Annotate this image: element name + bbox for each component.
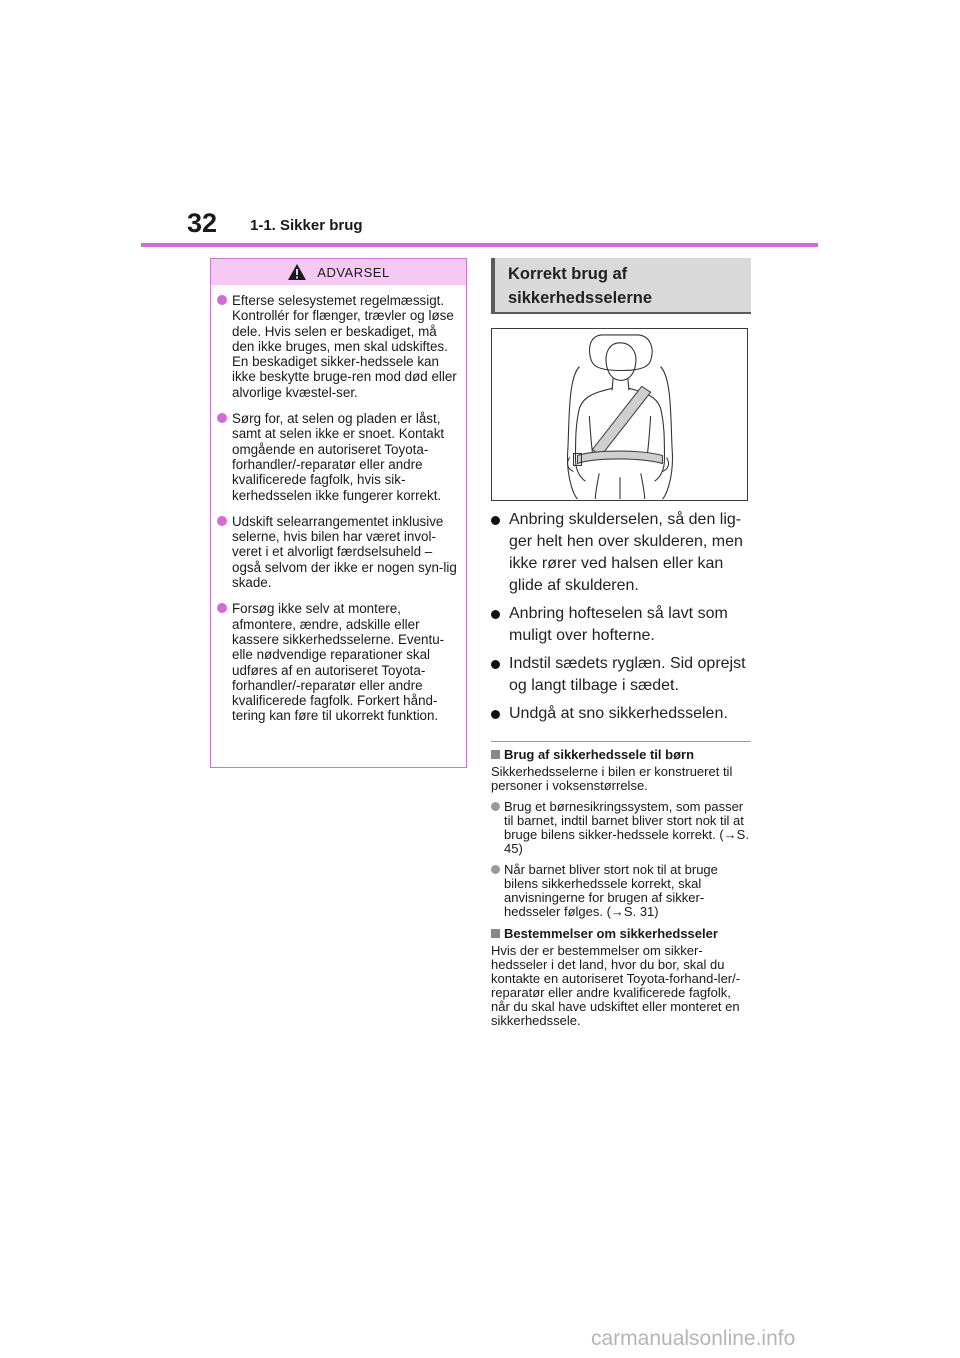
watermark[interactable]: carmanualsonline.info [591, 1327, 796, 1350]
bullet-icon [491, 660, 500, 669]
bullet-icon [217, 516, 227, 526]
right-column [491, 258, 751, 1035]
instruction-text: Anbring hofteselen så lavt som muligt over hofterne. [509, 605, 728, 644]
warning-item-text: Udskift selearrangementet inklusive selerne, hvis bilen har været invol-veret i et alvorligt færdselsuheld – også selvom der ikke er nogen syn-lig skade. [232, 513, 457, 591]
children-text: Sikkerhedsselerne i bilen er konstrueret til personer i voksenstørrelse. [491, 764, 733, 793]
warning-item-text: Sørg for, at selen og pladen er låst, samt at selen ikke er snoet. Kontakt omgående en autoriseret Toyota-forhandler/-reparatør eller andre kvalificerede fagfolk, hvis sik-kerhedsselen ikke fungerer korrekt. [232, 411, 445, 503]
warning-box [210, 258, 467, 768]
children-item [491, 863, 751, 919]
regulations-heading [491, 926, 751, 942]
topic-heading-line-1: Korrekt brug af [508, 265, 628, 283]
page-number: 32 [187, 208, 218, 238]
bullet-icon [217, 413, 227, 423]
instruction-item [491, 703, 751, 725]
topic-heading-line-2: sikkerhedsselerne [508, 289, 653, 307]
warning-item [217, 601, 458, 723]
bullet-icon [217, 295, 227, 305]
seatbelt-illustration [491, 328, 748, 501]
warning-title: ADVARSEL [317, 264, 390, 280]
warning-item [217, 514, 458, 590]
header-divider [141, 243, 818, 247]
regulations-heading-text: Bestemmelser om sikkerhedsseler [504, 926, 718, 941]
warning-item-text: Forsøg ikke selv at montere, afmontere, ændre, adskille eller kassere sikkerhedsselerne. Eventu-elle nødvendige reparationer skal udføres af en autoriseret Toyota-forhandler/-reparatør eller andre kvalificerede fagfolk. Forkert hånd-tering kan føre til ukorrekt funktion. [232, 601, 445, 724]
warning-item [217, 411, 458, 503]
bullet-icon [491, 516, 500, 525]
warning-triangle-icon [287, 263, 307, 281]
instruction-text: Undgå at sno sikkerhedsselen. [509, 705, 728, 722]
instruction-item [491, 653, 751, 697]
instruction-list [491, 509, 751, 725]
bullet-icon [217, 603, 227, 613]
bullet-icon [491, 802, 500, 811]
section-divider [491, 741, 751, 742]
instruction-item [491, 509, 751, 597]
instruction-text: Anbring skulderselen, så den lig-ger helt hen over skulderen, men ikke rører ved halsen eller kan glide af skulderen. [509, 511, 743, 594]
bullet-icon [491, 610, 500, 619]
section-title: 1-1. Sikker brug [250, 217, 363, 234]
regulations-text: Hvis der er bestemmelser om sikker-hedsseler i det land, hvor du bor, skal du kontakte en autoriseret Toyota-forhand-ler/-reparatør eller andre kvalificerede fagfolk, når du skal have udskiftet eller monteret en sikkerhedssele. [491, 943, 741, 1028]
children-item-text: Brug et børnesikringssystem, som passer til barnet, indtil barnet bliver stort nok til at bruge bilens sikker-hedssele korrekt. (→S. 45) [504, 799, 749, 856]
square-bullet-icon [491, 750, 500, 759]
bullet-icon [491, 865, 500, 874]
warning-list [211, 285, 466, 724]
children-list [491, 800, 751, 919]
instruction-text: Indstil sædets ryglæn. Sid oprejst og langt tilbage i sædet. [509, 655, 746, 694]
children-heading [491, 747, 751, 763]
warning-item-text: Efterse selesystemet regelmæssigt. Kontrollér for flænger, trævler og løse dele. Hvis selen er beskadiget, må den ikke bruges, men skal udskiftes. En beskadiget sikker-hedssele kan ikke beskytte bruge-ren mod død eller alvorlige kvæstel-ser. [232, 293, 457, 400]
topic-heading [491, 258, 751, 314]
children-item-text: Når barnet bliver stort nok til at bruge bilens sikkerhedssele korrekt, skal anvisningerne for brugen af sikker-hedsseler følges. (→S. 31) [504, 862, 718, 919]
children-item [491, 800, 751, 856]
warning-header [211, 259, 466, 285]
children-heading-text: Brug af sikkerhedssele til børn [504, 747, 695, 762]
warning-item [217, 293, 458, 400]
bullet-icon [491, 710, 500, 719]
instruction-item [491, 603, 751, 647]
square-bullet-icon [491, 929, 500, 938]
